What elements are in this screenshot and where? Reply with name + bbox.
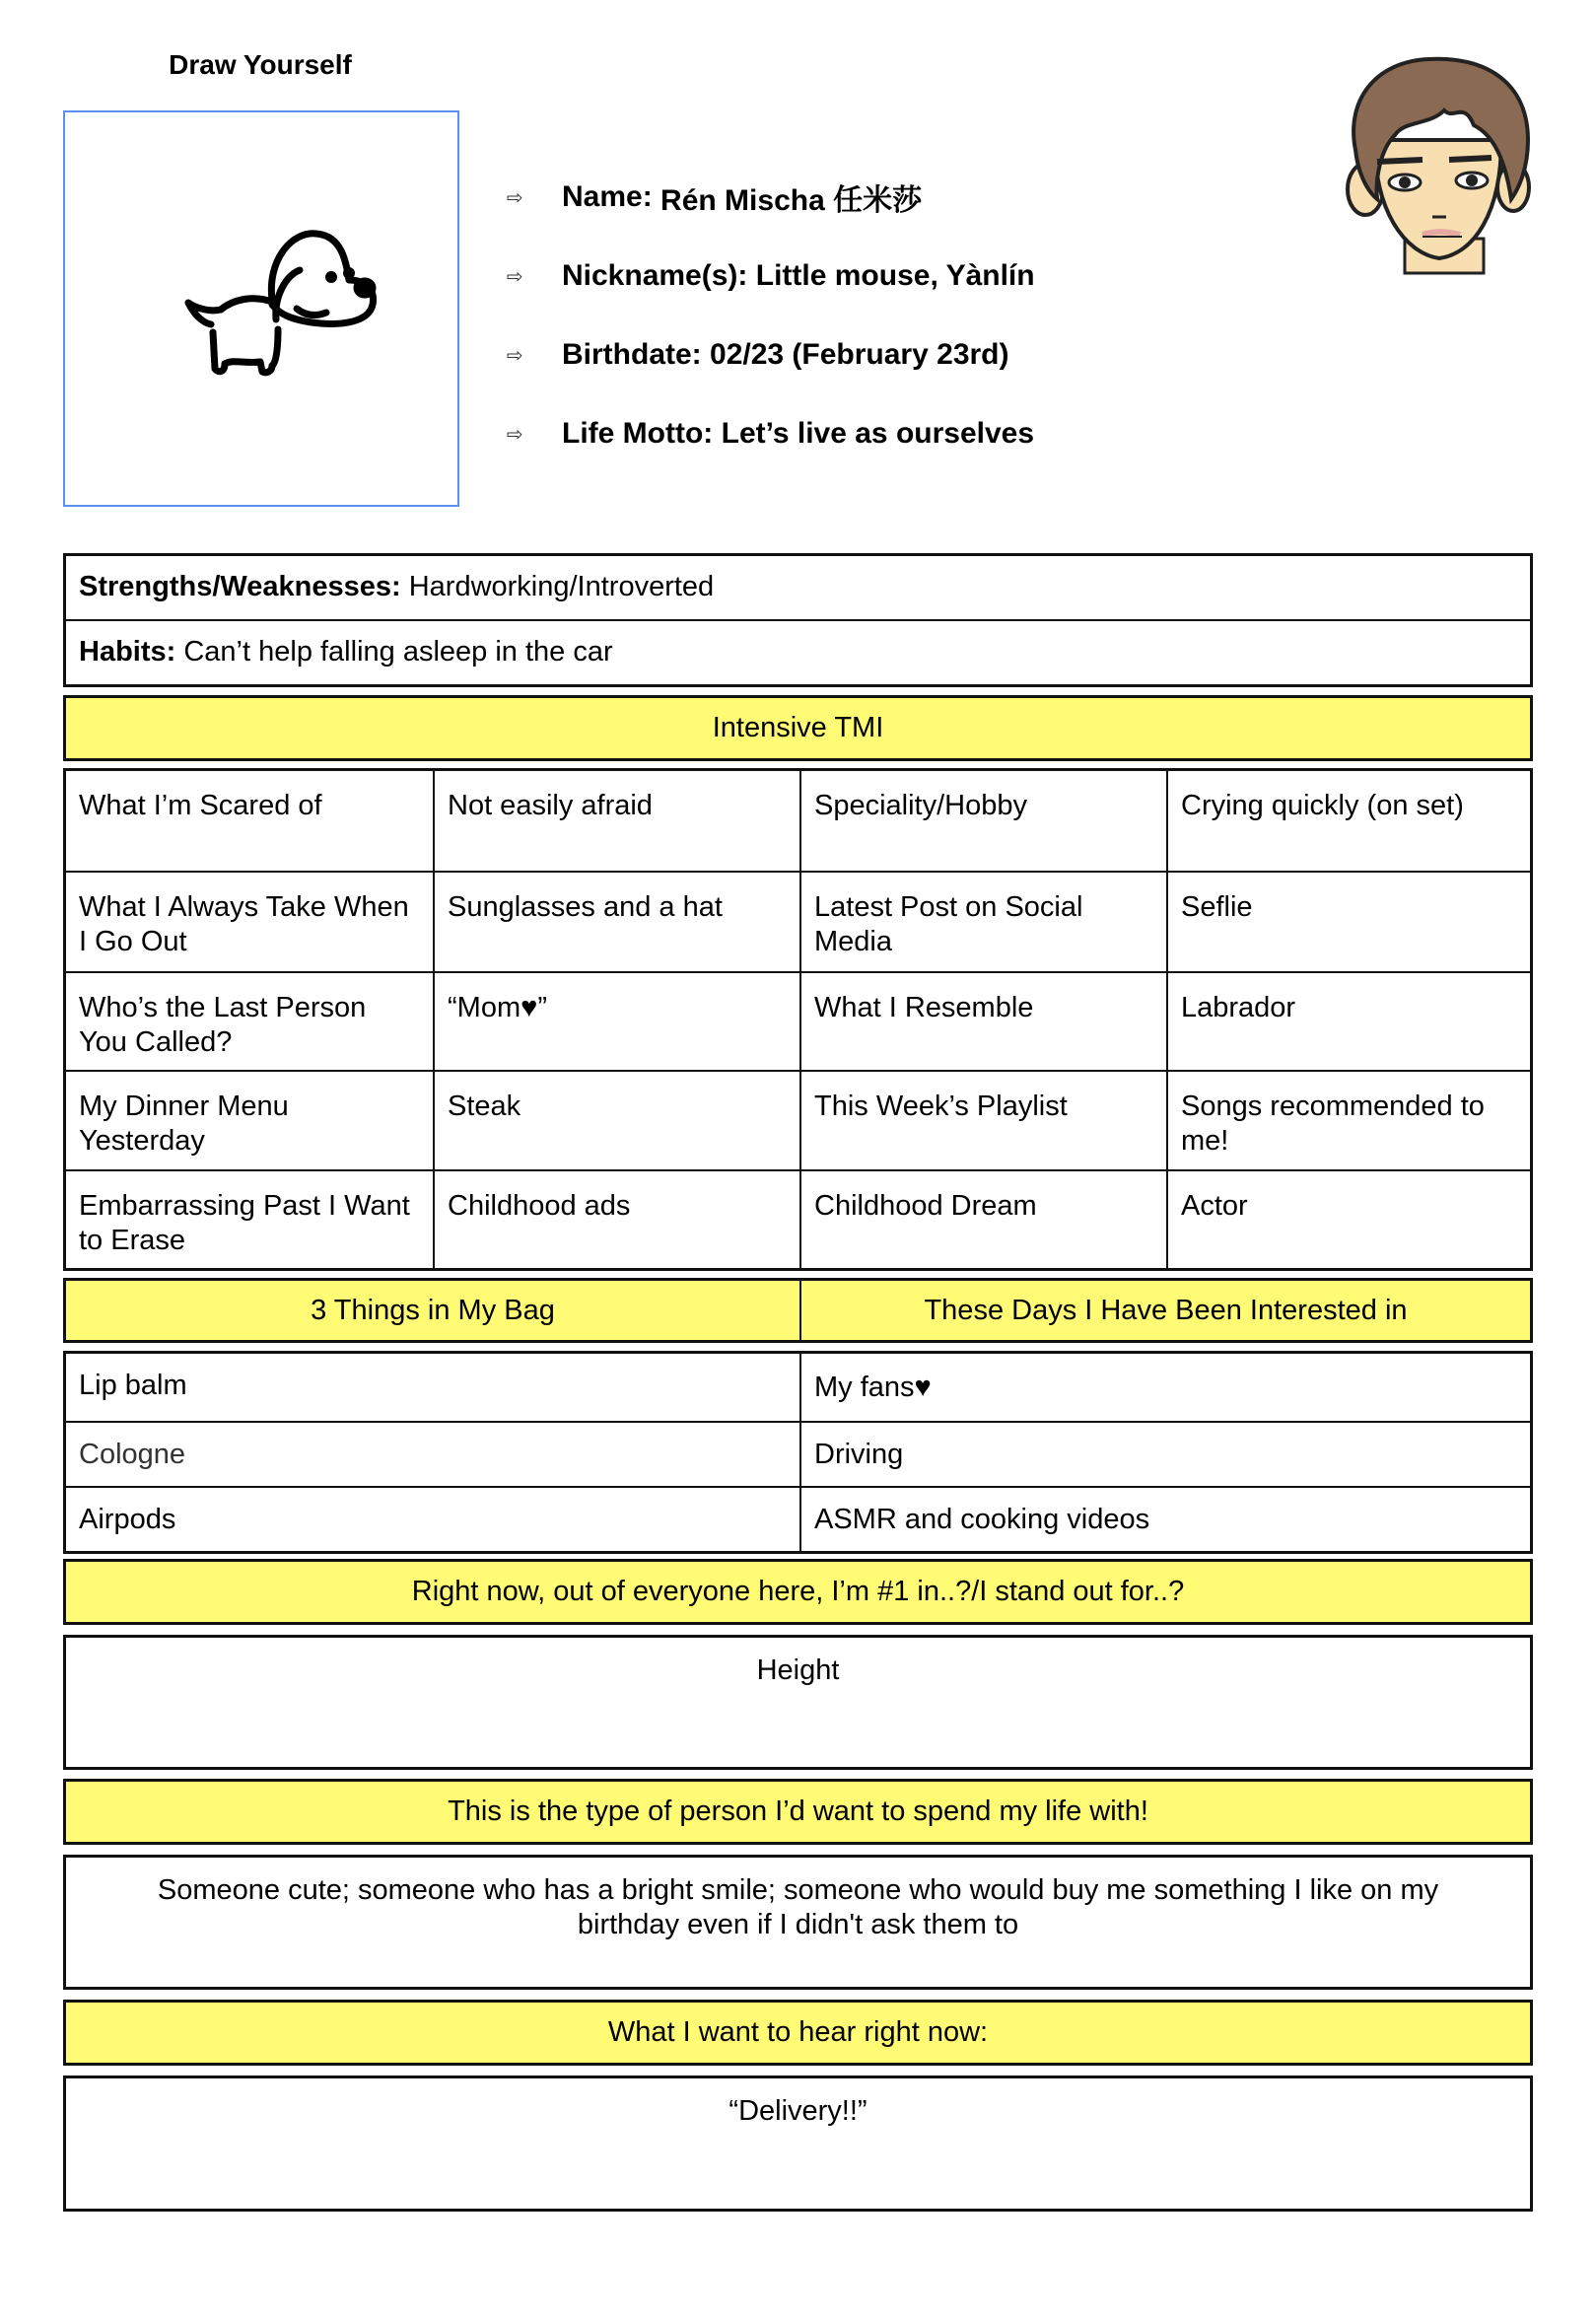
info-value: 02/23 (February 23rd) — [710, 338, 1009, 371]
tmi-question: My Dinner Menu Yesterday — [79, 1091, 289, 1157]
tmi-answer: Sunglasses and a hat — [433, 873, 799, 971]
arrow-right-icon: ⇨ — [507, 423, 523, 446]
hear-answer-box — [63, 2076, 1533, 2212]
tmi-question: Speciality/Hobby — [799, 771, 1166, 871]
table-row — [66, 1486, 1530, 1551]
tmi-title: Intensive TMI — [712, 712, 884, 743]
partner-title: This is the type of person I’d want to spend my life with! — [448, 1795, 1148, 1827]
hear-header — [63, 2000, 1533, 2066]
arrow-right-icon: ⇨ — [507, 186, 523, 209]
table-row — [66, 1354, 1530, 1421]
info-value: Rén Mischa 任米莎 — [660, 184, 923, 217]
info-label: Life Motto: — [562, 417, 714, 450]
strengths-row — [66, 556, 1530, 619]
info-value: Let’s live as ourselves — [721, 417, 1035, 450]
lists-table — [63, 1351, 1533, 1554]
table-row — [66, 871, 1530, 971]
arrow-right-icon: ⇨ — [507, 344, 523, 367]
interests-title: These Days I Have Been Interested in — [799, 1281, 1530, 1340]
habits-value: Can’t help falling asleep in the car — [183, 636, 613, 668]
tmi-question: What I Resemble — [799, 973, 1166, 1070]
standout-title: Right now, out of everyone here, I’m #1 in..?/I stand out for..? — [411, 1576, 1185, 1607]
info-item-life-motto — [507, 394, 1295, 473]
bag-item: Airpods — [79, 1504, 176, 1535]
arrow-right-icon: ⇨ — [507, 265, 523, 288]
tmi-question: What I Always Take When I Go Out — [79, 891, 409, 957]
hear-title: What I want to hear right now: — [607, 2016, 989, 2048]
tmi-answer: Actor — [1166, 1171, 1530, 1268]
partner-answer-box — [63, 1855, 1533, 1990]
dog-drawing-icon — [154, 206, 381, 393]
table-row — [66, 771, 1530, 871]
tmi-question: Embarrassing Past I Want to Erase — [79, 1190, 410, 1256]
tmi-question: This Week’s Playlist — [799, 1072, 1166, 1169]
info-value: Little mouse, Yànlín — [755, 259, 1035, 292]
bag-item: Cologne — [79, 1439, 186, 1470]
strengths-label: Strengths/Weaknesses: — [79, 571, 401, 602]
standout-answer-box — [63, 1635, 1533, 1770]
tmi-grid — [63, 768, 1533, 1271]
tmi-answer: Crying quickly (on set) — [1166, 771, 1530, 871]
tmi-question: Childhood Dream — [799, 1171, 1166, 1268]
partner-header — [63, 1779, 1533, 1845]
bag-item: Lip balm — [79, 1370, 187, 1401]
strengths-value: Hardworking/Introverted — [408, 571, 715, 602]
draw-yourself-title: Draw Yourself — [169, 49, 352, 80]
tmi-answer: Seflie — [1166, 873, 1530, 971]
standout-header — [63, 1559, 1533, 1625]
info-item-name — [507, 158, 1295, 237]
lists-header — [63, 1278, 1533, 1343]
tmi-answer: Labrador — [1166, 973, 1530, 1070]
info-label: Nickname(s): — [562, 259, 748, 292]
table-row — [66, 971, 1530, 1070]
info-label: Name: — [562, 180, 653, 213]
drawing-box — [63, 110, 459, 507]
tmi-question: Latest Post on Social Media — [799, 873, 1166, 971]
tmi-answer: “Mom♥” — [433, 973, 799, 1070]
tmi-answer: Steak — [433, 1072, 799, 1169]
tmi-answer: Songs recommended to me! — [1166, 1072, 1530, 1169]
standout-answer: Height — [756, 1654, 840, 1686]
cartoon-face-icon — [1336, 41, 1543, 278]
interest-item: ASMR and cooking videos — [799, 1488, 1530, 1551]
interest-item: My fans♥ — [799, 1354, 1530, 1421]
info-item-birthdate — [507, 316, 1295, 394]
tmi-answer: Not easily afraid — [433, 771, 799, 871]
table-row — [66, 1070, 1530, 1169]
table-row — [66, 1169, 1530, 1268]
info-item-nickname — [507, 237, 1295, 316]
habits-label: Habits: — [79, 636, 176, 668]
partner-answer: Someone cute; someone who has a bright smile; someone who would buy me something I like on my birthday even if I didn't ask them to — [157, 1874, 1439, 1940]
tmi-question: What I’m Scared of — [79, 790, 322, 821]
habits-row — [66, 619, 1530, 684]
tmi-question: Who’s the Last Person You Called? — [79, 992, 367, 1058]
table-row — [66, 1421, 1530, 1486]
interest-item: Driving — [799, 1423, 1530, 1486]
basics-table — [63, 553, 1533, 687]
info-label: Birthdate: — [562, 338, 702, 371]
avatar — [1336, 41, 1543, 283]
tmi-header — [63, 695, 1533, 761]
tmi-answer: Childhood ads — [433, 1171, 799, 1268]
bag-title: 3 Things in My Bag — [311, 1294, 555, 1326]
hear-answer: “Delivery!!” — [729, 2095, 867, 2127]
profile-info-list — [507, 158, 1295, 473]
